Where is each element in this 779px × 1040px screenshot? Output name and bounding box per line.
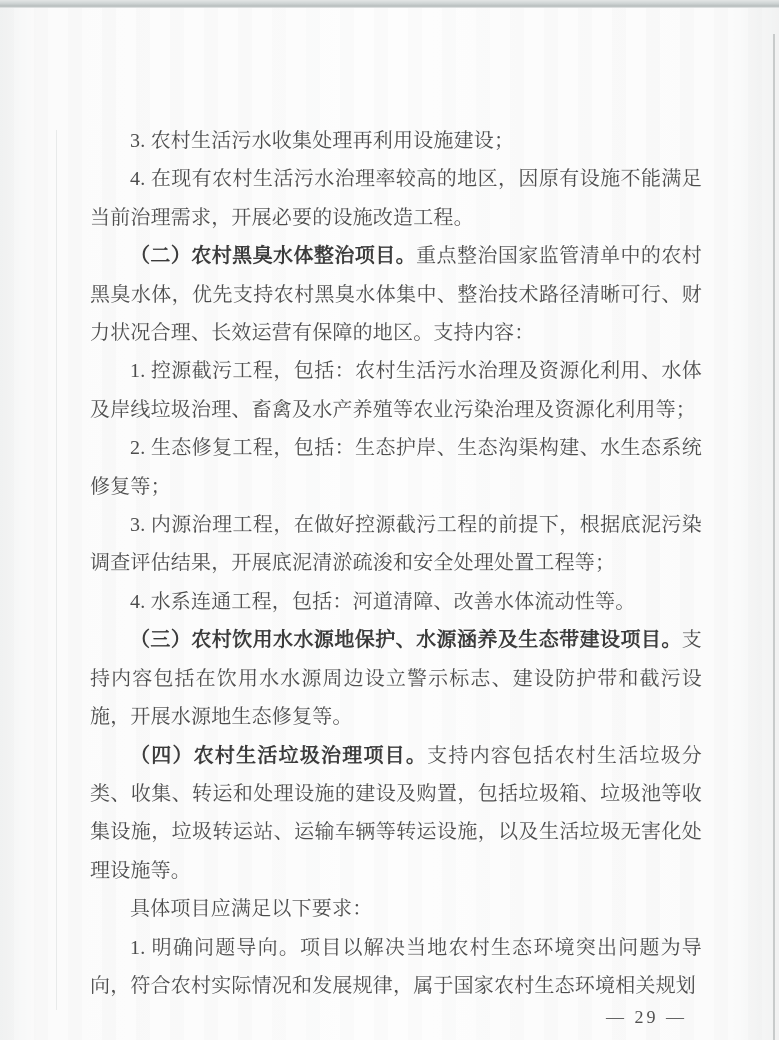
paragraph-text: 4. 水系连通工程，包括：河道清障、改善水体流动性等。 bbox=[130, 590, 636, 613]
paragraph-text: 具体项目应满足以下要求： bbox=[130, 898, 373, 921]
list-item-facility-upgrade bbox=[90, 160, 702, 237]
list-item-internal-source bbox=[90, 506, 702, 583]
list-item-water-connectivity bbox=[90, 583, 702, 621]
scan-edge-artifact-right bbox=[773, 34, 775, 1040]
paragraph-requirements-intro bbox=[90, 890, 702, 928]
section-heading: （二）农村黑臭水体整治项目。 bbox=[130, 245, 417, 268]
section-heading: （四）农村生活垃圾治理项目。 bbox=[130, 744, 428, 767]
paragraph-text: 4. 在现有农村生活污水治理率较高的地区，因原有设施不能满足当前治理需求，开展必要的设施改造工程。 bbox=[90, 168, 702, 229]
scan-edge-artifact-top bbox=[0, 0, 779, 8]
paragraph-text: 3. 农村生活污水收集处理再利用设施建设； bbox=[130, 130, 515, 152]
list-item-source-control bbox=[90, 352, 702, 429]
scan-edge-artifact-left bbox=[56, 130, 57, 1010]
list-item-problem-orientation bbox=[90, 929, 702, 1006]
section-heading: （三）农村饮用水水源地保护、水源涵养及生态带建设项目。 bbox=[130, 629, 682, 652]
section-black-odorous-water bbox=[90, 237, 702, 352]
paragraph-text: 3. 内源治理工程，在做好控源截污工程的前提下，根据底泥污染调查评估结果，开展底泥清淤疏浚和安全处理处置工程等； bbox=[90, 514, 702, 575]
paragraph-text: 1. 明确问题导向。项目以解决当地农村生态环境突出问题为导向，符合农村实际情况和发展规律，属于国家农村生态环境相关规划 bbox=[90, 936, 702, 997]
paragraph-text: 1. 控源截污工程，包括：农村生活污水治理及资源化利用、水体及岸线垃圾治理、畜禽及水产养殖等农业污染治理及资源化利用等； bbox=[90, 360, 702, 421]
list-item-eco-restoration bbox=[90, 429, 702, 506]
section-household-waste bbox=[90, 737, 702, 891]
list-item-sewage-reuse bbox=[90, 122, 702, 160]
paragraph-text: 支持内容包括在饮用水水源周边设立警示标志、建设防护带和截污设施，开展水源地生态修复等。 bbox=[90, 629, 702, 729]
section-drinking-water-source bbox=[90, 621, 702, 736]
paragraph-text: 支持内容包括农村生活垃圾分类、收集、转运和处理设施的建设及购置，包括垃圾箱、垃圾池等收集设施，垃圾转运站、运输车辆等转运设施，以及生活垃圾无害化处理设施等。 bbox=[90, 744, 702, 882]
paragraph-text: 2. 生态修复工程，包括：生态护岸、生态沟渠构建、水生态系统修复等； bbox=[90, 437, 702, 498]
document-body bbox=[90, 122, 702, 1005]
paragraph-text: 重点整治国家监管清单中的农村黑臭水体，优先支持农村黑臭水体集中、整治技术路径清晰可行、财力状况合理、长效运营有保障的地区。支持内容： bbox=[90, 245, 702, 345]
page-number: — 29 — bbox=[606, 1007, 687, 1027]
